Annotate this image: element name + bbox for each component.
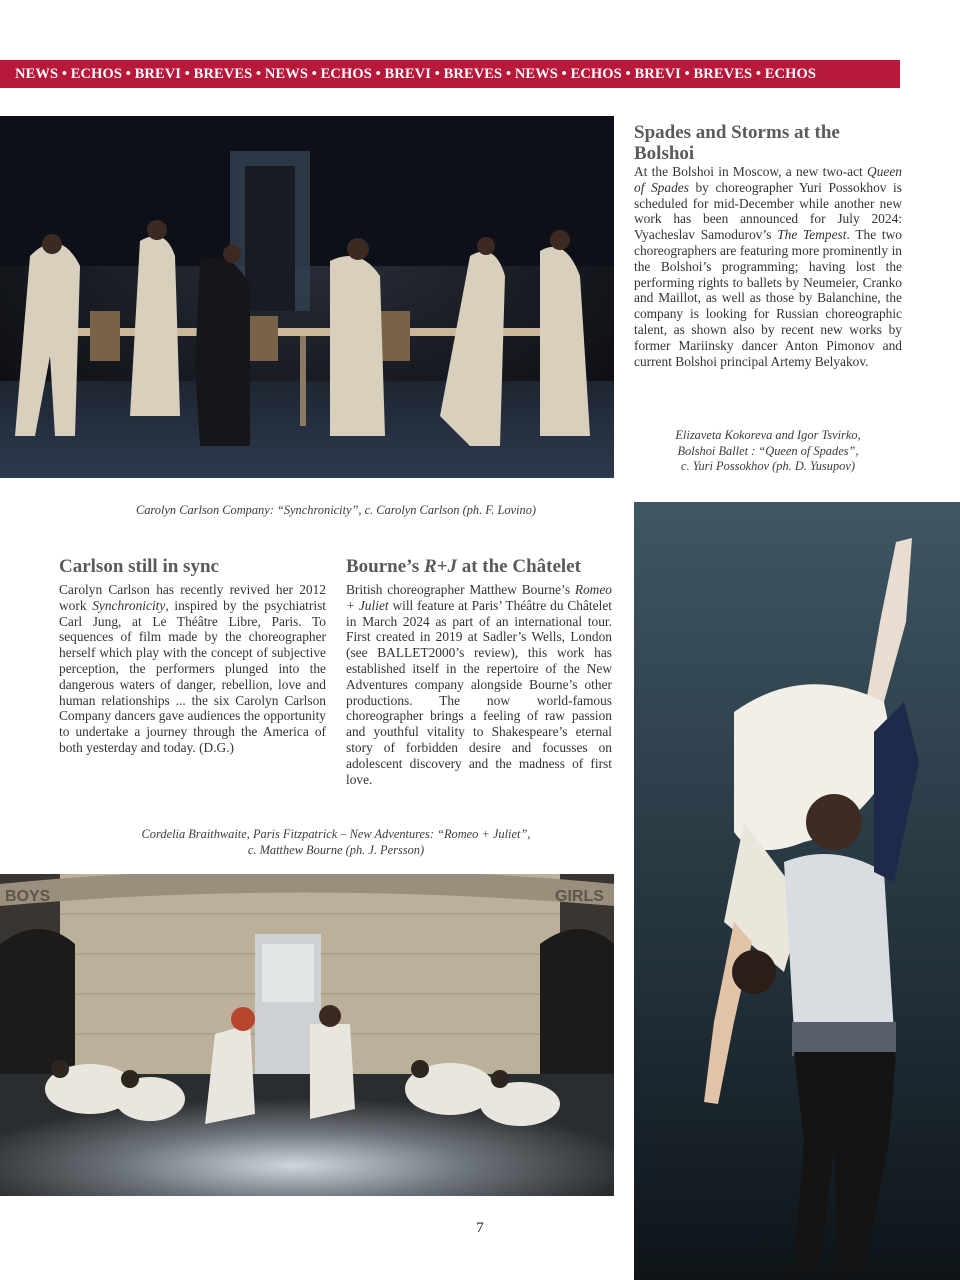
carlson-body-title: Synchronicity (92, 597, 166, 613)
bolshoi-body-part: At the Bolshoi in Moscow, a new two-act (634, 164, 868, 179)
bourne-headline (346, 556, 616, 577)
stage-sign-right: GIRLS (555, 888, 604, 905)
bolshoi-caption (634, 428, 902, 475)
section-banner: NEWS • ECHOS • BREVI • BREVES • NEWS • ECHOS • BREVI • BREVES • NEWS • ECHOS • BREVI • BREVES • ECHOS (0, 60, 900, 88)
carlson-body-part: , inspired by the psychiatrist Carl Jung, at Le Théâtre Libre, Paris. To sequences of film made by the choreographer herself which play with the concept of subjective perception, the performers plunged into the dangerous waters of danger, rebellion, love and human relationships ... the six Carolyn Carlson Company dancers gave audiences the opportunity to undertake a journey through the America of both yesterday and today. (D.G.) (59, 597, 326, 755)
bolshoi-body-part: . The two choreographers are featuring more prominently in the Bolshoi’s programming; having lost the performing rights to ballets by Neumeier, Cranko and Maillot, as well as those by Balanchine, the company is looking for Russian choreographic talent, as shown also by recent new works by former Mariinsky dancer Anton Pimonov and current Bolshoi principal Artemy Belyakov. (634, 227, 902, 369)
bourne-body (346, 582, 612, 787)
page-number: 7 (476, 1220, 484, 1236)
bolshoi-body-title: Queen of Spades (634, 164, 902, 195)
stage-sign-left: BOYS (5, 888, 51, 905)
carlson-photo-caption: Carolyn Carlson Company: “Synchronicity”, c. Carolyn Carlson (ph. F. Lovino) (135, 503, 537, 517)
caption-line: Cordelia Braithwaite, Paris Fitzpatrick – New Adventures: “Romeo + Juliet”, (141, 827, 531, 841)
carlson-headline: Carlson still in sync (59, 556, 219, 577)
synchronicity-photo (0, 116, 614, 478)
bourne-body-title: Romeo + Juliet (346, 582, 612, 613)
carlson-body (59, 582, 326, 756)
bolshoi-body-part: by choreographer Yuri Possokhov is scheduled for mid-December while another new work has been announced for July 2024: Vyacheslav Samodurov’s (634, 179, 902, 243)
caption-line: c. Yuri Possokhov (ph. D. Yusupov) (681, 459, 855, 473)
bourne-body-part: British choreographer Matthew Bourne’s (346, 582, 575, 597)
caption-line: c. Matthew Bourne (ph. J. Persson) (247, 842, 425, 857)
bolshoi-headline: Spades and Storms at the Bolshoi (634, 122, 840, 164)
bourne-headline-part: Bourne’s (346, 556, 424, 577)
caption-line: Elizaveta Kokoreva and Igor Tsvirko, (675, 428, 861, 442)
carlson-body-part: Carolyn Carlson has recently revived her 2012 work (59, 582, 326, 613)
bolshoi-body (634, 164, 902, 369)
bourne-body-part: will feature at Paris’ Théâtre du Châtelet in March 2024 as part of an international tour. First created in 2019 at Sadler’s Wells, London (see BALLET2000’s review), this work has established itself in the repertoire of the New Adventures company alongside Bourne’s other productions. The now world-famous choreographer brings a feeling of raw passion and youthful vitality to Shakespeare’s eternal story of forbidden desire and focusses on adolescent discovery and the madness of first love. (346, 597, 612, 787)
bourne-headline-part: at the Châtelet (456, 556, 581, 577)
caption-line: Bolshoi Ballet : “Queen of Spades”, (677, 443, 859, 458)
queen-of-spades-photo (634, 502, 960, 1280)
romeo-juliet-photo (0, 874, 614, 1196)
bourne-headline-title: R+J (423, 556, 457, 577)
bolshoi-body-title: The Tempest (777, 227, 847, 243)
bourne-photo-caption (0, 827, 672, 858)
